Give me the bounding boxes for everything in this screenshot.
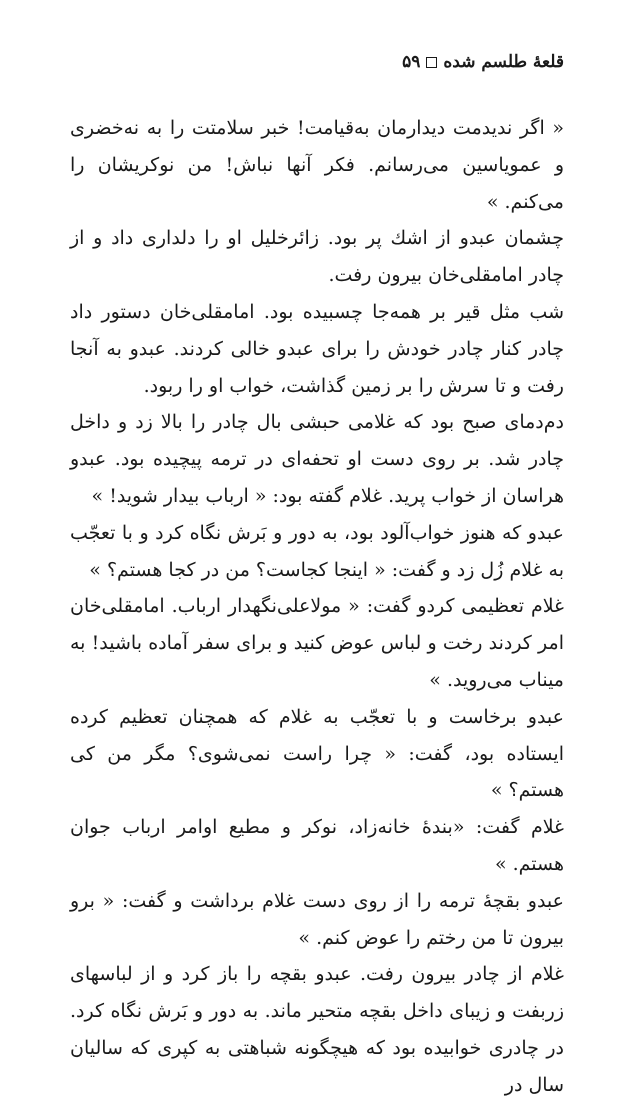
book-title: قلعهٔ طلسم شده: [443, 52, 564, 72]
paragraph: عبدو برخاست و با تعجّب به غلام که همچنان تعظیم کرده ایستاده بود، گفت: « چرا راست نمی‌شوی؟ مگر من کی هستم؟ »: [70, 705, 564, 802]
paragraph: غلام از چادر بیرون رفت. عبدو بقچه را باز کرد و از لباسهای زربفت و زیبای داخل بقچه متحیر ماند. به دور و بَرش نگاه کرد. در چادری خوابیده بود که هیچگونه شباهتی به کپری که سالیان سال در: [70, 963, 564, 1096]
paragraph: شب مثل قیر بر همه‌جا چسبیده بود. امامقلی‌خان دستور داد چادر کنار چادر خودش را برای عبدو خالی کردند. عبدو به آنجا رفت و تا سرش را بر زمین گذاشت، خواب او را ربود.: [70, 300, 564, 397]
paragraph: چشمان عبدو از اشك پر بود. زائرخلیل او را دلداری داد و از چادر امامقلی‌خان بیرون رفت.: [70, 227, 564, 287]
paragraph: دم‌دمای صبح بود که غلامی حبشی بال چادر را بالا زد و داخل چادر شد. بر روی دست او تحفه‌ای در ترمه پیچیده بود. عبدو هراسان از خواب پرید. غلام گفته بود: « ارباب بیدار شوید! »: [70, 411, 564, 507]
paragraph: غلام گفت: «بندهٔ خانه‌زاد، نوکر و مطیع اوامر ارباب جوان هستم. »: [70, 816, 564, 875]
paragraph: غلام تعظیمی کردو گفت: « مولاعلی‌نگهدار ارباب. امامقلی‌خان امر کردند رخت و لباس عوض کنید و برای سفر آماده باشید! به میناب می‌روید. »: [70, 595, 564, 691]
paragraph: عبدو که هنوز خواب‌آلود بود، به دور و بَرش نگاه کرد و با تعجّب به غلام زُل زد و گفت: « اینجا کجاست؟ من در کجا هستم؟ »: [70, 521, 564, 581]
page-header: [402, 52, 564, 72]
paragraph: « اگر ندیدمت دیدارمان به‌قیامت! خبر سلامتت را به نه‌خضری و عمویاسین می‌رسانم. فکر آنها نباش! من نوکریشان را می‌کنم. »: [70, 117, 564, 213]
paragraph: عبدو بقچهٔ ترمه را از روی دست غلام برداشت و گفت: « برو بیرون تا من رختم را عوض کنم. »: [70, 889, 564, 949]
square-separator-icon: [426, 57, 437, 68]
body-text: [70, 110, 564, 1104]
page-number: ۵۹: [402, 52, 421, 72]
